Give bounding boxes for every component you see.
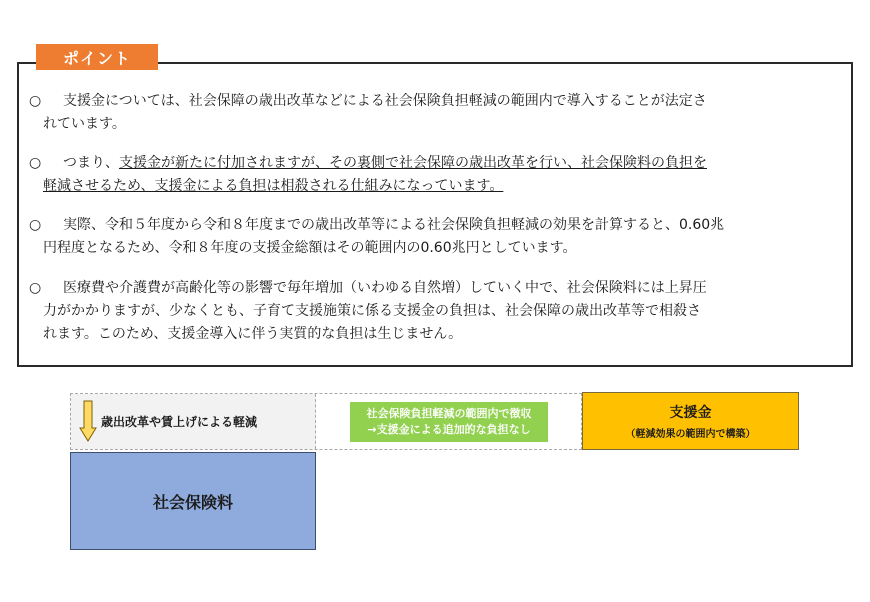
- bullet: ○: [29, 217, 42, 233]
- insurance-premium-box: 社会保険料: [70, 452, 316, 550]
- paragraph-3: [29, 214, 847, 260]
- bullet: ○: [29, 155, 42, 171]
- support-fund-title: 支援金: [669, 405, 712, 421]
- paragraph-2: [29, 152, 847, 198]
- support-fund-sub: （軽減効果の範囲内で構築）: [625, 429, 756, 440]
- paragraph-2-line-2: 軽減させるため、支援金による負担は相殺される仕組みになっています。: [43, 178, 504, 194]
- paragraph-1-line-1: 支援金については、社会保障の歳出改革などによる社会保険負担軽減の範囲内で導入することが法定さ: [63, 93, 707, 109]
- paragraph-1-line-2: れています。: [43, 116, 126, 132]
- bullet: ○: [29, 280, 42, 296]
- paragraph-3-line-2: 円程度となるため、令和８年度の支援金総額はその範囲内の0.60兆円としています。: [43, 240, 577, 256]
- paragraph-4-line-1: 医療費や介護費が高齢化等の影響で毎年増加（いわゆる自然増）していく中で、社会保険料には上昇圧: [63, 280, 707, 296]
- green-note-box: [350, 402, 548, 442]
- green-note-line-1: 社会保険負担軽減の範囲内で徴収: [366, 407, 532, 420]
- paragraph-1: [29, 90, 847, 136]
- reduction-cell: [71, 394, 316, 449]
- paragraph-4-line-3: れます。このため、支援金導入に伴う実質的な負担は生じません。: [43, 326, 463, 342]
- paragraph-2-line-1-text: つまり、支援金が新たに付加されますが、その裏側で社会保障の歳出改革を行い、社会保険料の負担を: [63, 155, 707, 171]
- green-note-line-2: →支援金による追加的な負担なし: [367, 423, 531, 436]
- down-arrow-icon: [79, 400, 97, 442]
- paragraph-4-line-2: 力がかかりますが、少なくとも、子育て支援施策に係る支援金の負担は、社会保障の歳出改革等で相殺さ: [43, 303, 701, 319]
- bullet: ○: [29, 93, 42, 109]
- point-tab: ポイント: [36, 44, 158, 70]
- point-box: [17, 62, 853, 367]
- reduction-label: 歳出改革や賃上げによる軽減: [101, 415, 258, 429]
- paragraph-2-line-1: [29, 152, 847, 175]
- support-fund-box: [582, 392, 799, 450]
- paragraph-3-line-1: 実際、令和５年度から令和８年度までの歳出改革等による社会保険負担軽減の効果を計算すると、0.60兆: [63, 217, 725, 233]
- paragraph-4: [29, 277, 847, 346]
